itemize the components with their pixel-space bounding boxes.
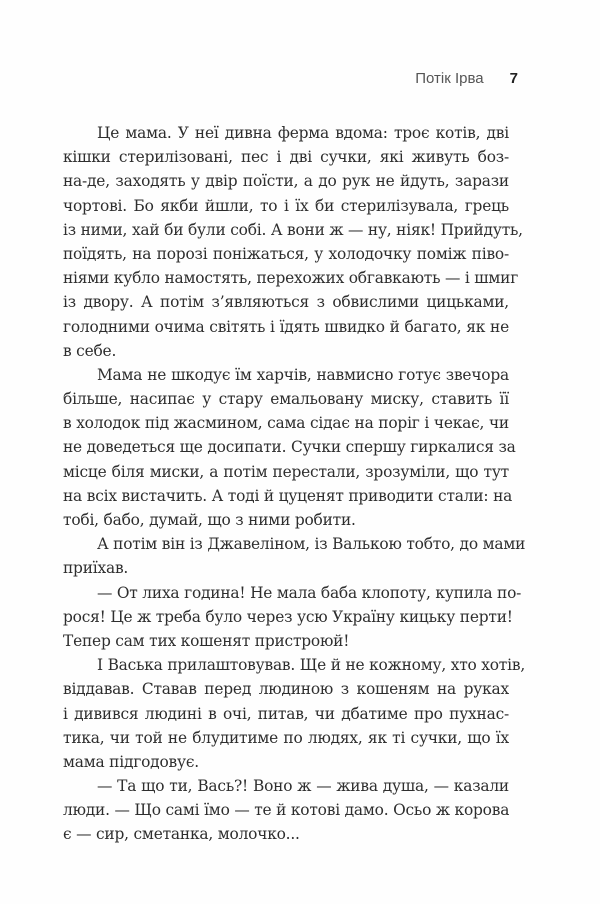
text-line: на-де, заходять у двір поїсти, а до рук не йдуть, зарази <box>63 172 509 191</box>
text-line: місце біля миски, а потім перестали, зрозуміли, що тут <box>63 462 509 481</box>
text-line: кішки стерилізовані, пес і дві сучки, які живуть боз- <box>63 148 509 167</box>
text-line: тика, чи той не блудитиме по людях, як ті сучки, що їх <box>63 728 509 747</box>
text-line: поїдять, на порозі поніжаться, у холодочку поміж піво- <box>63 244 509 263</box>
text-line: А потім він із Джавеліном, із Валькою тобто, до мами <box>97 535 526 554</box>
text-line: є — сир, сметанка, молочко... <box>63 825 300 844</box>
paragraph <box>63 653 526 774</box>
text-line: із ними, хай би були собі. А вони ж — ну, ніяк! Прийдуть, <box>63 220 523 239</box>
text-line: не доведеться ще досипати. Сучки спершу гиркалися за <box>63 438 516 457</box>
paragraph <box>63 774 509 847</box>
running-head <box>415 70 518 87</box>
text-line: Тепер сам тих кошенят пристроюй! <box>63 631 350 650</box>
text-line: в холодок під жасмином, сама сідає на поріг і чекає, чи <box>63 414 509 433</box>
text-line: в себе. <box>63 341 117 360</box>
text-line: мама підгодовує. <box>63 752 199 771</box>
page-number: 7 <box>509 70 518 87</box>
text-line: Це мама. У неї дивна ферма вдома: троє котів, дві <box>97 124 509 142</box>
text-line: чортові. Бо якби йшли, то і їх би стерилізувала, грець <box>63 196 509 215</box>
paragraph <box>63 363 516 532</box>
text-line: люди. — Що самі їмо — те й котові дамо. Осьо ж корова <box>63 801 510 820</box>
text-line: тобі, бабо, думай, що з ними робити. <box>63 511 356 529</box>
text-line: Мама не шкодує їм харчів, навмисно готує звечора <box>97 365 509 384</box>
text-line: голодними очима світять і їдять швидко й багато, як не <box>63 317 509 336</box>
text-line: рося! Це ж треба було через усю Україну кицьку перти! <box>63 607 513 626</box>
text-line: на всіх вистачить. А тоді й цуценят приводити стали: на <box>63 486 513 505</box>
text-line: із двору. А потім з’являються з обвислими цицьками, <box>63 293 509 312</box>
paragraph <box>63 581 522 654</box>
text-line: приїхав. <box>63 559 129 578</box>
text-line: і дивився людині в очі, питав, чи дбатиме про пухнас- <box>63 704 509 723</box>
text-line: — Та що ти, Вась?! Воно ж — жива душа, — казали <box>97 777 509 796</box>
text-line: — От лиха година! Не мала баба клопоту, купила по- <box>97 583 522 602</box>
text-line: більше, насипає у стару емальовану миску, ставить її <box>63 390 509 409</box>
paragraph <box>63 532 526 580</box>
text-line: І Васька прилаштовував. Ще й не кожному, хто хотів, <box>97 656 526 675</box>
paragraph <box>63 121 523 363</box>
body-text <box>63 121 526 847</box>
text-line: віддавав. Ставав перед людиною з кошеням на руках <box>63 680 509 699</box>
text-line: ніями кубло намостять, перехожих обгавкають — і шмиг <box>63 269 519 288</box>
running-head-title: Потік Ірва <box>415 70 484 87</box>
